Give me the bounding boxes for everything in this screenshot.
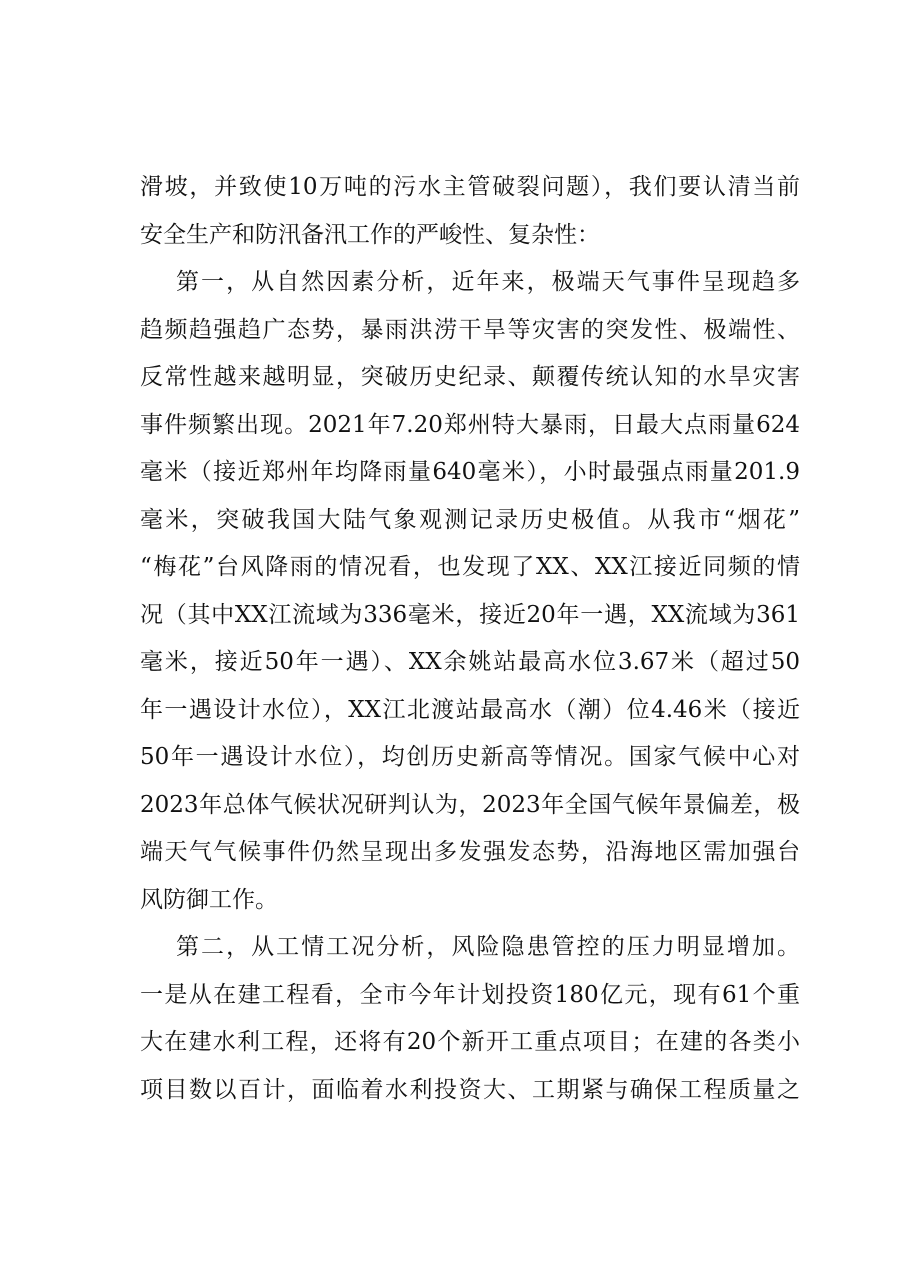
text-line: 第一，从自然因素分析，近年来，极端天气事件呈现趋多 (176, 269, 800, 295)
text-line: 趋频趋强趋广态势，暴雨洪涝干旱等灾害的突发性、极端性、 (140, 316, 800, 343)
text-line: 安全生产和防汛备汛工作的严峻性、复杂性： (140, 221, 600, 248)
document-body (140, 164, 800, 1114)
text-line: 毫米，突破我国大陆气象观测记录历史极值。从我市“烟花” (140, 506, 800, 533)
text-line: 50年一遇设计水位），均创历史新高等情况。国家气候中心对 (140, 744, 800, 770)
text-line: 项目数以百计，面临着水利投资大、工期紧与确保工程质量之 (140, 1076, 800, 1103)
text-line: 一是从在建工程看，全市今年计划投资180亿元，现有61个重 (140, 981, 800, 1008)
text-line: 事件频繁出现。2021年7.20郑州特大暴雨，日最大点雨量624 (140, 411, 800, 438)
text-line: 毫米，接近50年一遇）、XX余姚站最高水位3.67米（超过50 (140, 649, 800, 675)
text-line: 端天气气候事件仍然呈现出多发强发态势，沿海地区需加强台 (140, 839, 800, 865)
text-line: 第二，从工情工况分析，风险隐患管控的压力明显增加。 (176, 934, 800, 960)
text-line: 大在建水利工程，还将有20个新开工重点项目；在建的各类小 (140, 1029, 800, 1055)
text-line: 2023年总体气候状况研判认为，2023年全国气候年景偏差，极 (140, 791, 800, 818)
text-line: 反常性越来越明显，突破历史纪录、颠覆传统认知的水旱灾害 (140, 364, 800, 390)
text-line: 毫米（接近郑州年均降雨量640毫米），小时最强点雨量201.9 (140, 459, 800, 485)
text-line: 年一遇设计水位），XX江北渡站最高水（潮）位4.46米（接近 (140, 696, 800, 723)
text-line: “梅花”台风降雨的情况看，也发现了XX、XX江接近同频的情 (140, 554, 800, 580)
text-line: 风防御工作。 (140, 886, 278, 913)
text-line: 滑坡，并致使10万吨的污水主管破裂问题），我们要认清当前 (140, 174, 800, 200)
text-line: 况（其中XX江流域为336毫米，接近20年一遇，XX流域为361 (140, 601, 800, 628)
